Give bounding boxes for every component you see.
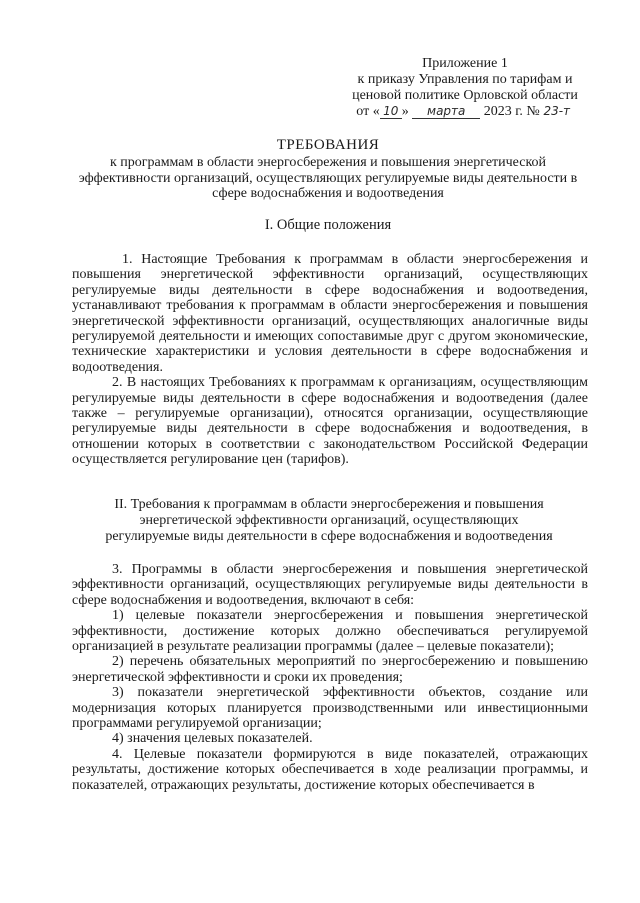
paragraph-2: 2. В настоящих Требованиях к программам к организациям, осуществляющим регулируемые виды деятельности в сфере водоснабжения и водоотведения (далее также – регулируемые организации), относятся организации, осуществляющие регулируемые виды деятельности в сфере водоснабжения и водоотведения, в отношении которых в соответствии с законодательством Российской Федерации осуществляется регулирование цен (тарифов). (72, 375, 588, 468)
paragraph-4: 4. Целевые показатели формируются в виде показателей, отражающих результаты, достижение которых обеспечивается в ходе реализации программы, и показателей, отражающих результаты, достижение которых обеспечивается в (72, 746, 588, 793)
paragraph-1: 1. Настоящие Требования к программам в области энергосбережения и повышения энергетической эффективности организаций, осуществляющих регулируемые виды деятельности в сфере водоснабжения и водоотведения, устанавливают требования к программам в области энергосбережения и повышения энергетической эффективности организаций, осуществляющих аналогичные виды регулируемой деятельности и имеющих сопоставимые друг с другом экономические, технические характеристики и условия деятельности в сфере водоснабжения и водоотведения. (72, 252, 588, 375)
document-title: ТРЕБОВАНИЯ (276, 137, 380, 153)
list-item-1: 1) целевые показатели энергосбережения и повышения энергетической эффективности, достижение которых должно обеспечиваться регулируемой организацией в результате реализации программы (далее – целевые показатели); (72, 608, 588, 655)
section-2-heading: II. Требования к программам в области энергосбережения и повышения энергетической эффективности организаций, осуществляющих регулируемые виды деятельности в сфере водоснабжения и водоотведения (105, 497, 553, 544)
year-text: 2023 г. № (483, 104, 540, 119)
handwritten-day: 10 (380, 105, 402, 119)
list-item-2: 2) перечень обязательных мероприятий по энергосбережению и повышению энергетической эффективности и сроки их проведения; (72, 654, 588, 685)
date-prefix: от « (356, 104, 380, 119)
appendix-line-3: ценовой политике Орловской области (352, 88, 578, 103)
appendix-block (340, 56, 590, 120)
section-1-body (72, 252, 588, 468)
section-1-heading: I. Общие положения (264, 217, 392, 233)
handwritten-number: 23-т (543, 104, 571, 118)
date-mid: » (401, 104, 409, 119)
list-item-4: 4) значения целевых показателей. (112, 731, 313, 747)
handwritten-month: марта (412, 105, 480, 119)
document-subtitle: к программам в области энергосбережения и повышения энергетической эффективности организаций, осуществляющих регулируемые виды деятельности в сфере водоснабжения и водоотведения (78, 155, 578, 202)
appendix-line-2: к приказу Управления по тарифам и (357, 72, 573, 87)
appendix-line-1: Приложение 1 (422, 56, 508, 71)
appendix-date-line (340, 104, 590, 120)
paragraph-3: 3. Программы в области энергосбережения и повышения энергетической эффективности организаций, осуществляющих регулируемые виды деятельности в сфере водоснабжения и водоотведения, включают в себя: (72, 562, 588, 608)
list-item-3: 3) показатели энергетической эффективности объектов, создание или модернизация которых планируется производственными или инвестиционными программами регулируемой организации; (72, 685, 588, 732)
section-2-body (72, 562, 588, 793)
